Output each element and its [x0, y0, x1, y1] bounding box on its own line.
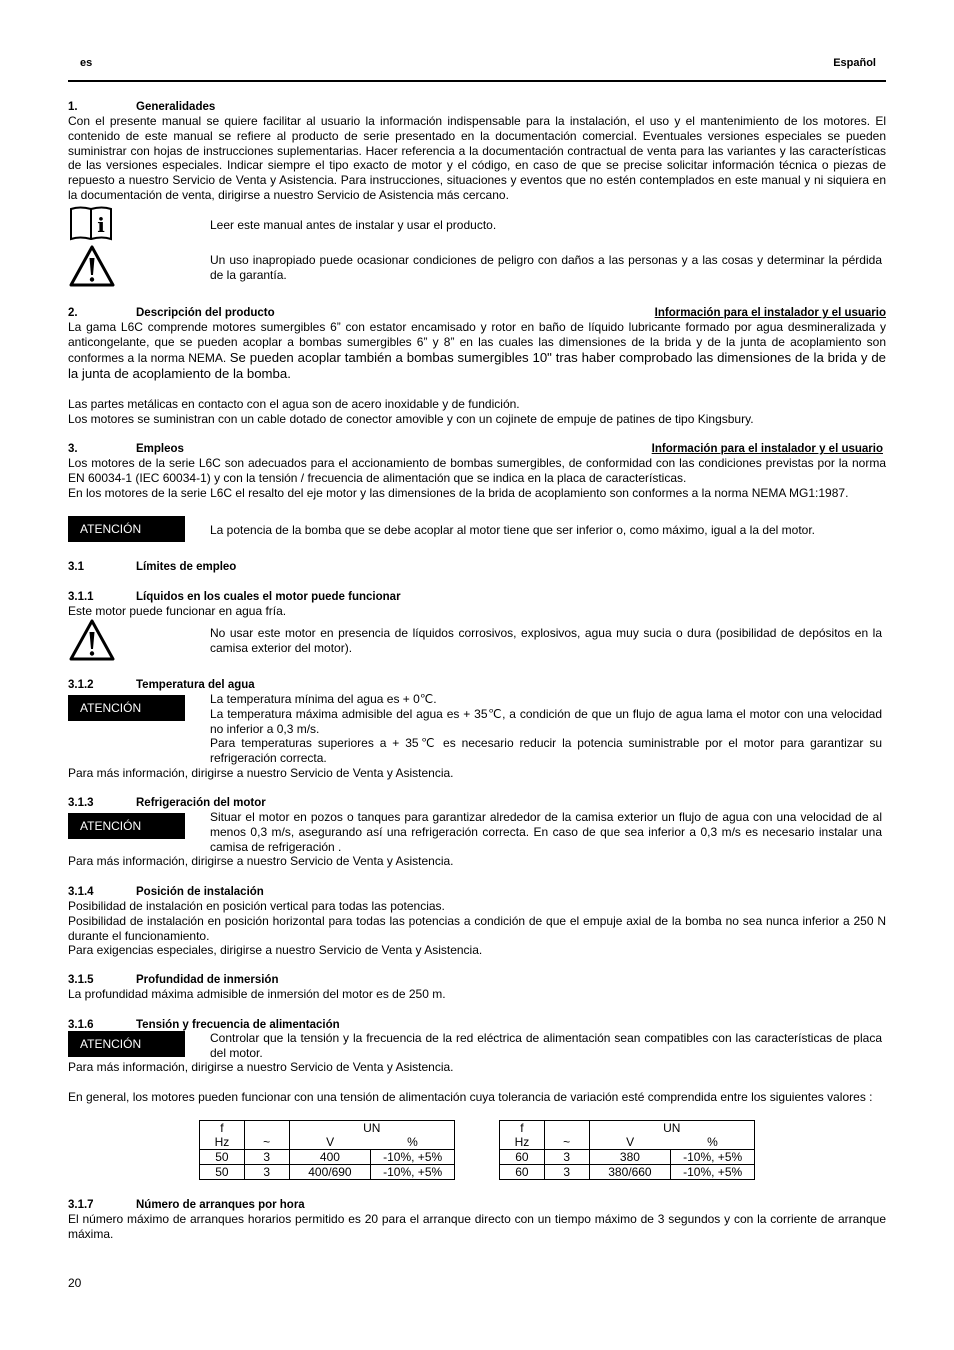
table-row: 50 3 400/690 -10%, +5%: [200, 1165, 455, 1180]
language-code: es: [80, 57, 93, 69]
section-heading-3: 3. Empleos Información para el instalador y el usuario: [68, 443, 883, 455]
header-f: f: [200, 1121, 245, 1136]
more-info-text: Para más información, dirigirse a nuestro Servicio de Venta y Asistencia.: [68, 1060, 454, 1074]
attention-text-3: La potencia de la bomba que se debe acoplar al motor tiene que ser inferior o, como máximo, igual a la del motor.: [210, 523, 816, 537]
warning-notice-1: [68, 244, 886, 292]
section-heading-3-1-1: 3.1.1 Líquidos en los cuales el motor puede funcionar: [68, 591, 401, 603]
audience-label: Información para el instalador y el usuario: [654, 307, 886, 319]
attention-notice-voltage: [68, 1031, 886, 1061]
header-hz: Hz: [500, 1135, 545, 1150]
header-un: UN: [589, 1121, 754, 1136]
page-header: [68, 56, 886, 82]
table-row: 50 3 400 -10%, +5%: [200, 1150, 455, 1165]
attention-badge: ATENCIÓN: [68, 1031, 185, 1057]
immersion-depth-text: La profundidad máxima admisible de inmersión del motor es de 250 m.: [68, 987, 446, 1001]
section-heading-3-1-5: 3.1.5 Profundidad de inmersión: [68, 974, 279, 986]
tolerance-intro-text: En general, los motores pueden funcionar con una tensión de alimentación cuya tolerancia de variación esté comprendida entre los siguientes valores :: [68, 1090, 873, 1104]
voltage-table-60hz: [499, 1120, 755, 1180]
section-3-1-1-body: Este motor puede funcionar en agua fría.: [68, 604, 287, 618]
header-pct: %: [371, 1135, 455, 1150]
header-v: V: [589, 1135, 671, 1150]
warning-notice-2: [68, 618, 886, 664]
attention-notice-3: [68, 516, 886, 544]
header-v: V: [289, 1135, 371, 1150]
read-manual-text: Leer este manual antes de instalar y usar el producto.: [210, 218, 497, 232]
attention-notice-cooling: [68, 810, 886, 854]
section-heading-3-1-6: 3.1.6 Tensión y frecuencia de alimentación: [68, 1019, 340, 1031]
attention-badge: ATENCIÓN: [68, 516, 185, 542]
attention-badge: ATENCIÓN: [68, 695, 185, 721]
vertical-install-text: Posibilidad de instalación en posición vertical para todas las potencias.: [68, 899, 445, 913]
header-pct: %: [671, 1135, 755, 1150]
starts-per-hour-text: El número máximo de arranques horarios permitido es 20 para el arranque directo con un tiempo máximo de 3 segundos y con la corriente de arranque máxima.: [68, 1212, 886, 1241]
section-2-materials: Las partes metálicas en contacto con el agua son de acero inoxidable y de fundición.: [68, 397, 520, 411]
attention-badge: ATENCIÓN: [68, 813, 185, 839]
more-info-text: Para más información, dirigirse a nuestro Servicio de Venta y Asistencia.: [68, 854, 454, 868]
voltage-table-50hz: [199, 1120, 455, 1180]
warning-icon: [68, 618, 116, 662]
special-requirements-text: Para exigencias especiales, dirigirse a nuestro Servicio de Venta y Asistencia.: [68, 943, 483, 958]
section-heading-2: 2. Descripción del producto Información para el instalador y el usuario: [68, 307, 886, 319]
header-hz: Hz: [200, 1135, 245, 1150]
section-heading-3-1-4: 3.1.4 Posición de instalación: [68, 886, 264, 898]
section-heading-3-1-3: 3.1.3 Refrigeración del motor: [68, 797, 266, 809]
section-3-body-1: Los motores de la serie L6C son adecuados para el accionamiento de bombas sumergibles, de conformidad con las condiciones previstas por la norma EN 60034-1 (IEC 60034-1) y con la tensión / frecuencia de alimentación que se indica en la placa de características.: [68, 456, 886, 485]
max-temperature-text: La temperatura máxima admisible del agua es + 35℃, a condición de que un flujo de agua lama el motor con una velocidad no inferior a 0,3 m/s.: [210, 706, 882, 736]
read-manual-notice: [68, 206, 886, 242]
section-2-cable: Los motores se suministran con un cable dotado de conector amovible y con un cojinete de empuje de patines de tipo Kingsbury.: [68, 412, 754, 426]
high-temperature-text: Para temperaturas superiores a + 35℃ es necesario reducir la potencia suministrable por el motor para garantizar su refrigeración correcta.: [210, 736, 882, 766]
section-3-body-2: En los motores de la serie L6C el resalto del eje motor y las dimensiones de la brida de acoplamiento son conformes a la norma NEMA MG1:1987.: [68, 486, 849, 500]
warning-text-2: No usar este motor en presencia de líquidos corrosivos, explosivos, agua muy sucia o dura (posibilidad de depósitos en la camisa exterior del motor).: [210, 626, 882, 655]
horizontal-install-text: Posibilidad de instalación en posición horizontal para todas las potencias a condición de que el empuje axial de la bomba no sea nunca inferior a 250 N durante el funcionamiento.: [68, 913, 886, 943]
warning-text-1: Un uso inapropiado puede ocasionar condiciones de peligro con daños a las personas y a las cosas y determinar la pérdida de la garantía.: [210, 253, 882, 282]
header-un: UN: [289, 1121, 454, 1136]
min-temperature-text: La temperatura mínima del agua es + 0℃.: [210, 692, 437, 706]
svg-text:i: i: [97, 213, 105, 237]
section-1-body: Con el presente manual se quiere facilitar al usuario la información indispensable para la instalación, el uso y el mantenimiento de los motores. El contenido de este manual se refiere al producto de serie presentado en la documentación comercial. Eventuales versiones especiales se pueden suministrar con hojas de instrucciones suplementarias. Hacer referencia a la documentación contractual de venta para las variantes y las características de las versiones especiales. Indicar siempre el tipo exacto de motor y el código, en caso de que se precise solicitar información técnica o piezas de repuesto a nuestro Servicio de Venta y Asistencia. Para instrucciones, situaciones y eventos que no estén contemplados en este manual y ni siquiera en la documentación de venta, dirigirse a nuestro Servicio de Asistencia más cercano.: [68, 114, 886, 202]
table-row: 60 3 380 -10%, +5%: [500, 1150, 755, 1165]
section-heading-3-1-7: 3.1.7 Número de arranques por hora: [68, 1199, 305, 1211]
page-number: 20: [68, 1276, 82, 1290]
header-f: f: [500, 1121, 545, 1136]
voltage-check-text: Controlar que la tensión y la frecuencia de la red eléctrica de alimentación sean compatibles con las características de placa del motor.: [210, 1031, 882, 1060]
section-2-body: La gama L6C comprende motores sumergibles 6” con estator encamisado y rotor en baño de líquido lubricante formado por agua desmineralizada y anticongelante, que se pueden acoplar a bombas sumergibles 6” y 8” en las cuales las dimensiones de la brida y de la junta de acoplamiento son conformes a la norma NEMA. Se pueden acoplar también a bombas sumergibles 10" tras haber comprobado las dimensiones de la brida y de la junta de acoplamiento de la bomba.: [68, 320, 886, 381]
table-row: 60 3 380/660 -10%, +5%: [500, 1165, 755, 1180]
audience-label: Información para el instalador y el usuario: [651, 443, 883, 455]
warning-icon: [68, 244, 116, 288]
cooling-text: Situar el motor en pozos o tanques para garantizar alrededor de la camisa exterior un flujo de agua con una velocidad de al menos 0,3 m/s, asegurando así una refrigeración correcta. En caso de que sea inferior a 0,3 m/s es necesario instalar una camisa de refrigeración .: [210, 810, 882, 854]
language-name: Español: [833, 57, 876, 69]
manual-info-icon: [68, 206, 114, 242]
section-heading-3-1: 3.1 Límites de empleo: [68, 561, 237, 573]
more-info-text: Para más información, dirigirse a nuestro Servicio de Venta y Asistencia.: [68, 766, 454, 780]
header-phase: ~: [544, 1135, 589, 1150]
section-heading-3-1-2: 3.1.2 Temperatura del agua: [68, 679, 255, 691]
section-heading-1: 1. Generalidades: [68, 101, 216, 113]
header-phase: ~: [244, 1135, 289, 1150]
attention-notice-temperature: [68, 692, 886, 766]
